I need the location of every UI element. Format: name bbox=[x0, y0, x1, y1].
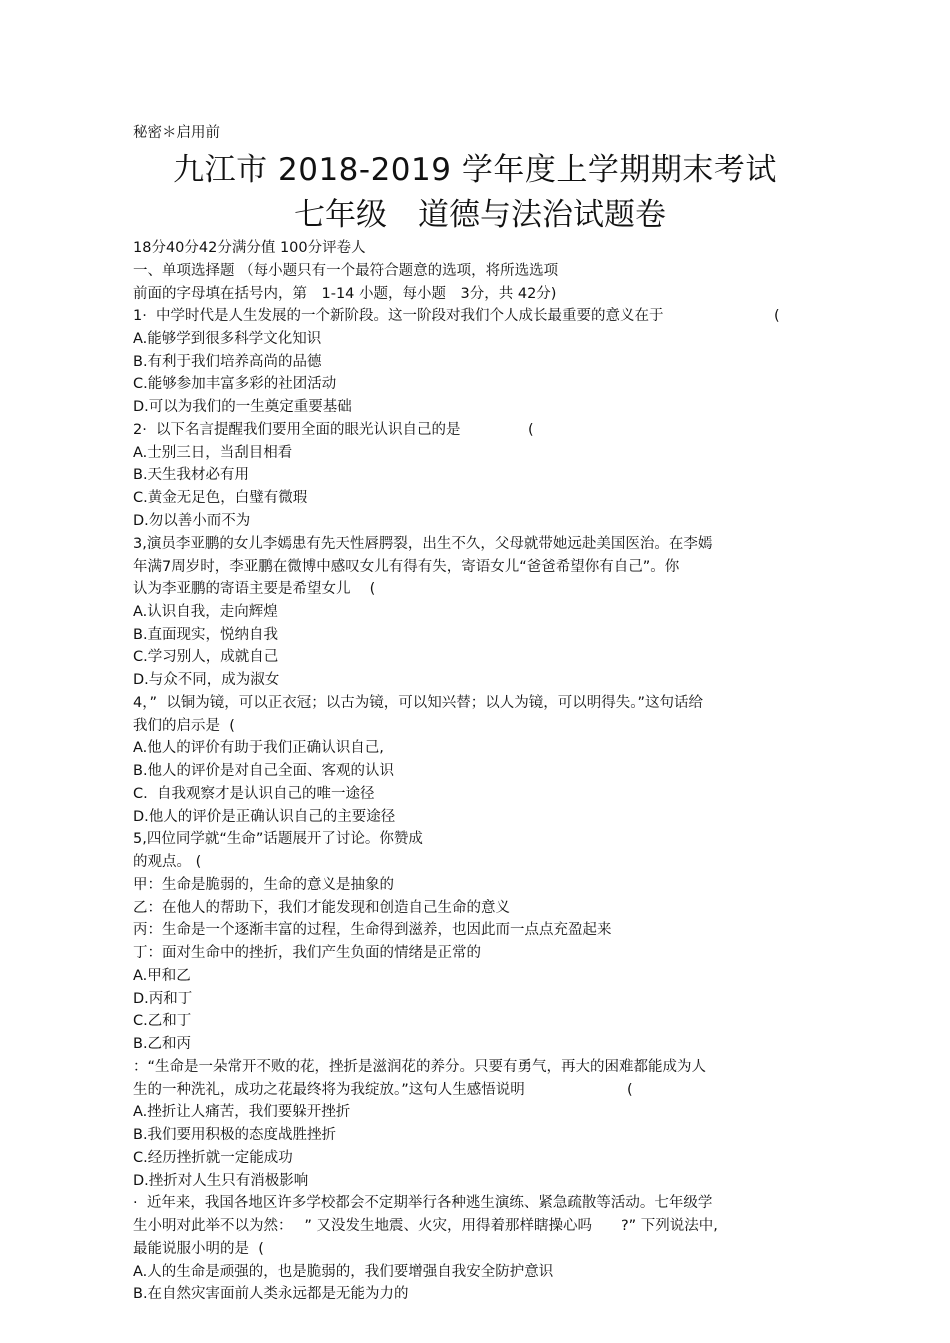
q2-option-b: B.天生我材必有用 bbox=[133, 467, 250, 483]
q3-option-d: D.与众不同，成为淑女 bbox=[133, 672, 280, 688]
q1-stem: 1· 中学时代是人生发展的一个新阶段。这一阶段对我们个人成长最重要的意义在于 bbox=[133, 308, 664, 324]
section-intro-1: 一、单项选择题 （每小题只有一个最符合题意的选项，将所选选项 bbox=[133, 263, 559, 279]
q3-option-a: A.认识自我，走向辉煌 bbox=[133, 604, 278, 620]
q7-stem-3: 最能说服小明的是 ( bbox=[133, 1241, 264, 1257]
q5-view-yi: 乙：在他人的帮助下，我们才能发现和创造自己生命的意义 bbox=[133, 900, 510, 916]
q5-view-bing: 丙：生命是一个逐渐丰富的过程，生命得到滋养，也因此而一点点充盈起来 bbox=[133, 922, 612, 938]
q2-option-d: D.勿以善小而不为 bbox=[133, 513, 251, 529]
q1-option-c: C.能够参加丰富多彩的社团活动 bbox=[133, 376, 337, 392]
q6-option-d: D.挫折对人生只有消极影响 bbox=[133, 1173, 309, 1189]
secret-label: 秘密＊启用前 bbox=[133, 125, 220, 141]
q5-view-ding: 丁：面对生命中的挫折，我们产生负面的情绪是正常的 bbox=[133, 945, 481, 961]
q5-view-jia: 甲：生命是脆弱的，生命的意义是抽象的 bbox=[133, 877, 394, 893]
q4-stem-2: 我们的启示是 ( bbox=[133, 718, 235, 734]
q5-stem-2: 的观点。 ( bbox=[133, 854, 202, 870]
q7-stem-2: 生小明对此举不以为然： ” 又没发生地震、火灾，用得着那样瞎操心吗 ?” 下列说法中, bbox=[133, 1218, 718, 1234]
section-intro-2: 前面的字母填在括号内，第 1-14 小题，每小题 3分，共 42分) bbox=[133, 286, 557, 302]
q6-stem-2: 生的一种洗礼，成功之花最终将为我绽放。”这句人生感悟说明 bbox=[133, 1082, 525, 1098]
q2-answer-paren: ( bbox=[528, 422, 534, 438]
q4-option-a: A.他人的评价有助于我们正确认识自己, bbox=[133, 740, 384, 756]
q1-option-d: D.可以为我们的一生奠定重要基础 bbox=[133, 399, 352, 415]
q2-option-c: C.黄金无足色，白璧有微瑕 bbox=[133, 490, 308, 506]
q6-stem-1: ：“生命是一朵常开不败的花，挫折是滋润花的养分。只要有勇气，再大的困难都能成为人 bbox=[133, 1059, 707, 1075]
q5-option-1: A.甲和乙 bbox=[133, 968, 191, 984]
q4-option-d: D.他人的评价是正确认识自己的主要途径 bbox=[133, 809, 396, 825]
q4-option-c: C. 自我观察才是认识自己的唯一途径 bbox=[133, 786, 375, 802]
q2-stem: 2· 以下名言提醒我们要用全面的眼光认识自己的是 bbox=[133, 422, 461, 438]
q1-option-a: A.能够学到很多科学文化知识 bbox=[133, 331, 322, 347]
q3-stem-3: 认为李亚鹏的寄语主要是希望女儿 ( bbox=[133, 581, 376, 597]
q4-stem-1: 4，” 以铜为镜，可以正衣冠；以古为镜，可以知兴替；以人为镜，可以明得失。”这句话给 bbox=[133, 695, 703, 711]
q7-option-b: B.在自然灾害面前人类永远都是无能为力的 bbox=[133, 1286, 409, 1302]
q5-option-3: C.乙和丁 bbox=[133, 1013, 192, 1029]
q3-stem-2: 年满7周岁时，李亚鹏在微博中感叹女儿有得有失，寄语女儿“爸爸希望你有自己”。你 bbox=[133, 559, 680, 575]
q3-option-b: B.直面现实，悦纳自我 bbox=[133, 627, 279, 643]
exam-subtitle: 七年级 道德与法治试题卷 bbox=[294, 197, 666, 233]
q5-option-4: B.乙和丙 bbox=[133, 1036, 192, 1052]
q4-option-b: B.他人的评价是对自己全面、客观的认识 bbox=[133, 763, 395, 779]
q3-option-c: C.学习别人，成就自己 bbox=[133, 649, 279, 665]
q5-option-2: D.丙和丁 bbox=[133, 991, 193, 1007]
q5-stem-1: 5,四位同学就“生命”话题展开了讨论。你赞成 bbox=[133, 831, 423, 847]
score-line: 18分40分42分满分值 100分评卷人 bbox=[133, 240, 366, 256]
q6-option-c: C.经历挫折就一定能成功 bbox=[133, 1150, 293, 1166]
q6-option-b: B.我们要用积极的态度战胜挫折 bbox=[133, 1127, 337, 1143]
q3-stem-1: 3,演员李亚鹏的女儿李嫣患有先天性唇腭裂，出生不久，父母就带她远赴美国医治。在李嫣 bbox=[133, 536, 713, 552]
q1-option-b: B.有利于我们培养高尚的品德 bbox=[133, 354, 322, 370]
q1-answer-paren: ( bbox=[774, 308, 780, 324]
q2-option-a: A.士别三日，当刮目相看 bbox=[133, 445, 293, 461]
q7-option-a: A.人的生命是顽强的，也是脆弱的，我们要增强自我安全防护意识 bbox=[133, 1264, 554, 1280]
q6-answer-paren: ( bbox=[627, 1082, 633, 1098]
q6-option-a: A.挫折让人痛苦，我们要躲开挫折 bbox=[133, 1104, 351, 1120]
q7-stem-1: · 近年来，我国各地区许多学校都会不定期举行各种逃生演练、紧急疏散等活动。七年级学 bbox=[133, 1195, 713, 1211]
exam-title: 九江市 2018-2019 学年度上学期期末考试 bbox=[173, 152, 777, 188]
